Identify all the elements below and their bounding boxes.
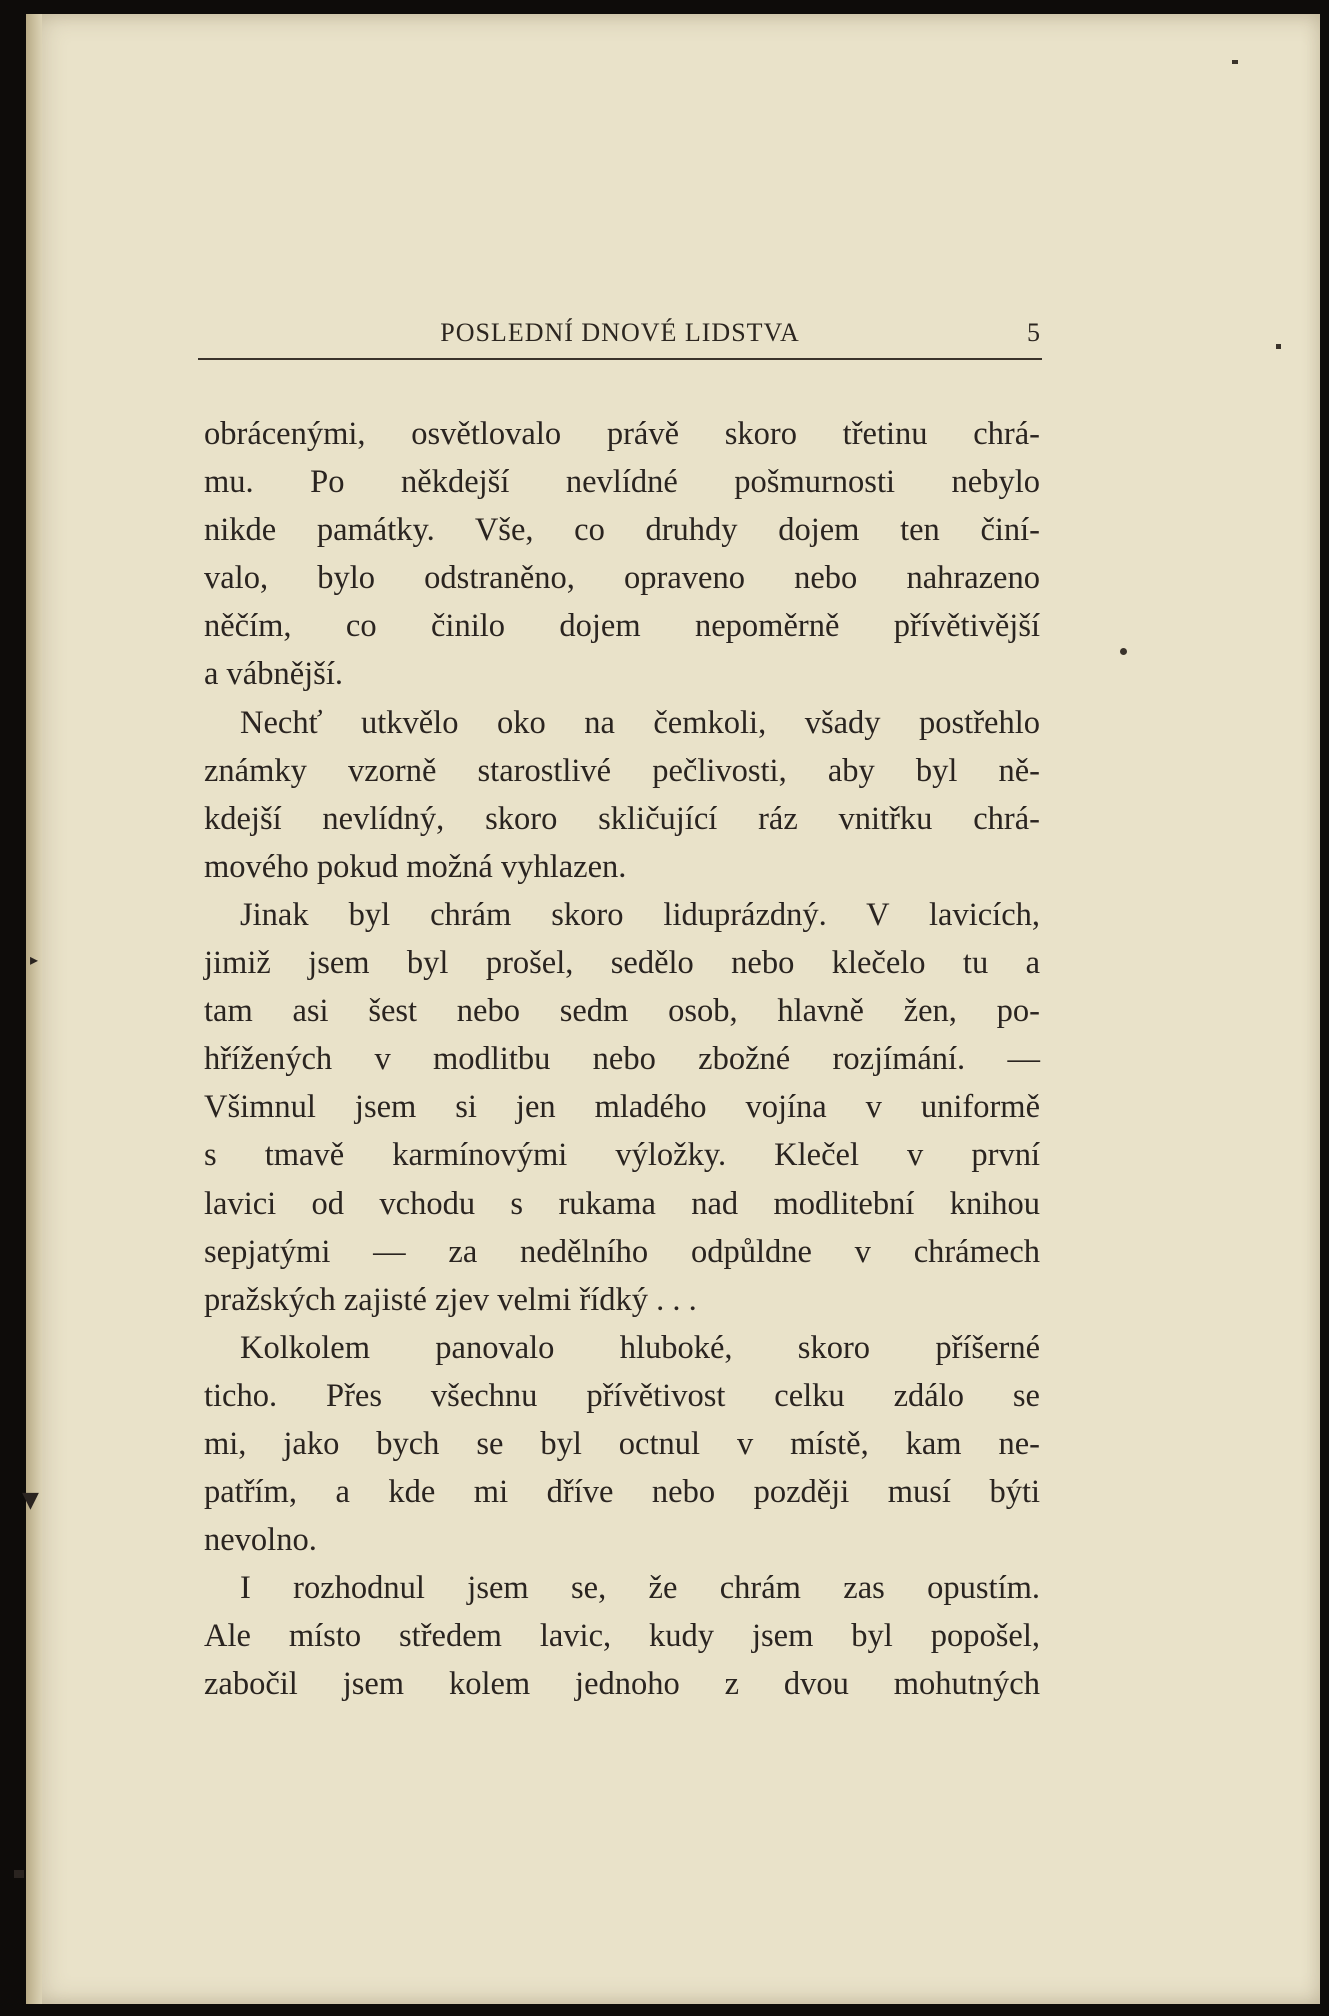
text-line: mu. Po někdejší nevlídné pošmurnosti nebylo [204, 464, 1040, 501]
text-line: kdejší nevlídný, skoro skličující ráz vnitřku chrá- [204, 800, 1040, 837]
text-line: lavici od vchodu s rukama nad modlitební knihou [204, 1185, 1040, 1222]
text-line: Všimnul jsem si jen mladého vojína v uniformě [204, 1089, 1040, 1126]
text-line: známky vzorně starostlivé pečlivosti, aby byl ně- [204, 752, 1040, 789]
text-line: patřím, a kde mi dříve nebo později musí býti [204, 1474, 1040, 1511]
body-text [204, 410, 1040, 1709]
header-rule [198, 358, 1042, 360]
margin-arrow-mark: ▼ [22, 1488, 39, 1513]
text-line: hřížených v modlitbu nebo zbožné rozjímání. — [204, 1041, 1040, 1078]
text-line: ticho. Přes všechnu přívětivost celku zdálo se [204, 1377, 1040, 1414]
margin-speck [1276, 344, 1281, 349]
text-line: a vábnější. [204, 656, 343, 693]
margin-speck [14, 1870, 24, 1878]
margin-speck [1120, 648, 1127, 655]
text-line: nikde památky. Vše, co druhdy dojem ten činí- [204, 512, 1040, 549]
running-head [198, 318, 1042, 358]
text-line: pražských zajisté zjev velmi řídký . . . [204, 1281, 697, 1318]
paragraph-start-line: I rozhodnul jsem se, že chrám zas opustím. [240, 1570, 1040, 1607]
page-gutter [26, 14, 42, 2004]
text-line: s tmavě karmínovými výložky. Klečel v první [204, 1137, 1040, 1174]
text-line: obrácenými, osvětlovalo právě skoro třetinu chrá- [204, 416, 1040, 452]
running-title: POSLEDNÍ DNOVÉ LIDSTVA [440, 318, 800, 347]
text-line: nevolno. [204, 1522, 317, 1559]
paragraph-start-line: Kolkolem panovalo hluboké, skoro příšerné [240, 1329, 1040, 1366]
text-line: zabočil jsem kolem jednoho z dvou mohutných [204, 1666, 1040, 1703]
text-line: něčím, co činilo dojem nepoměrně přívětivější [204, 608, 1040, 645]
text-line: valo, bylo odstraněno, opraveno nebo nahrazeno [204, 560, 1040, 597]
text-line: Ale místo středem lavic, kudy jsem byl popošel, [204, 1618, 1040, 1655]
text-line: mového pokud možná vyhlazen. [204, 848, 627, 885]
page-number: 5 [1027, 318, 1040, 347]
text-line: sepjatými — za nedělního odpůldne v chrámech [204, 1233, 1040, 1270]
paragraph-start-line: Jinak byl chrám skoro liduprázdný. V lavicích, [240, 896, 1040, 933]
text-line: mi, jako bych se byl octnul v místě, kam ne- [204, 1425, 1040, 1462]
text-line: tam asi šest nebo sedm osob, hlavně žen, po- [204, 993, 1040, 1030]
margin-arrow-mark: ▸ [30, 950, 39, 969]
margin-speck [1232, 60, 1238, 64]
paragraph-start-line: Nechť utkvělo oko na čemkoli, všady postřehlo [240, 704, 1040, 741]
text-line: jimiž jsem byl prošel, sedělo nebo klečelo tu a [204, 945, 1040, 982]
